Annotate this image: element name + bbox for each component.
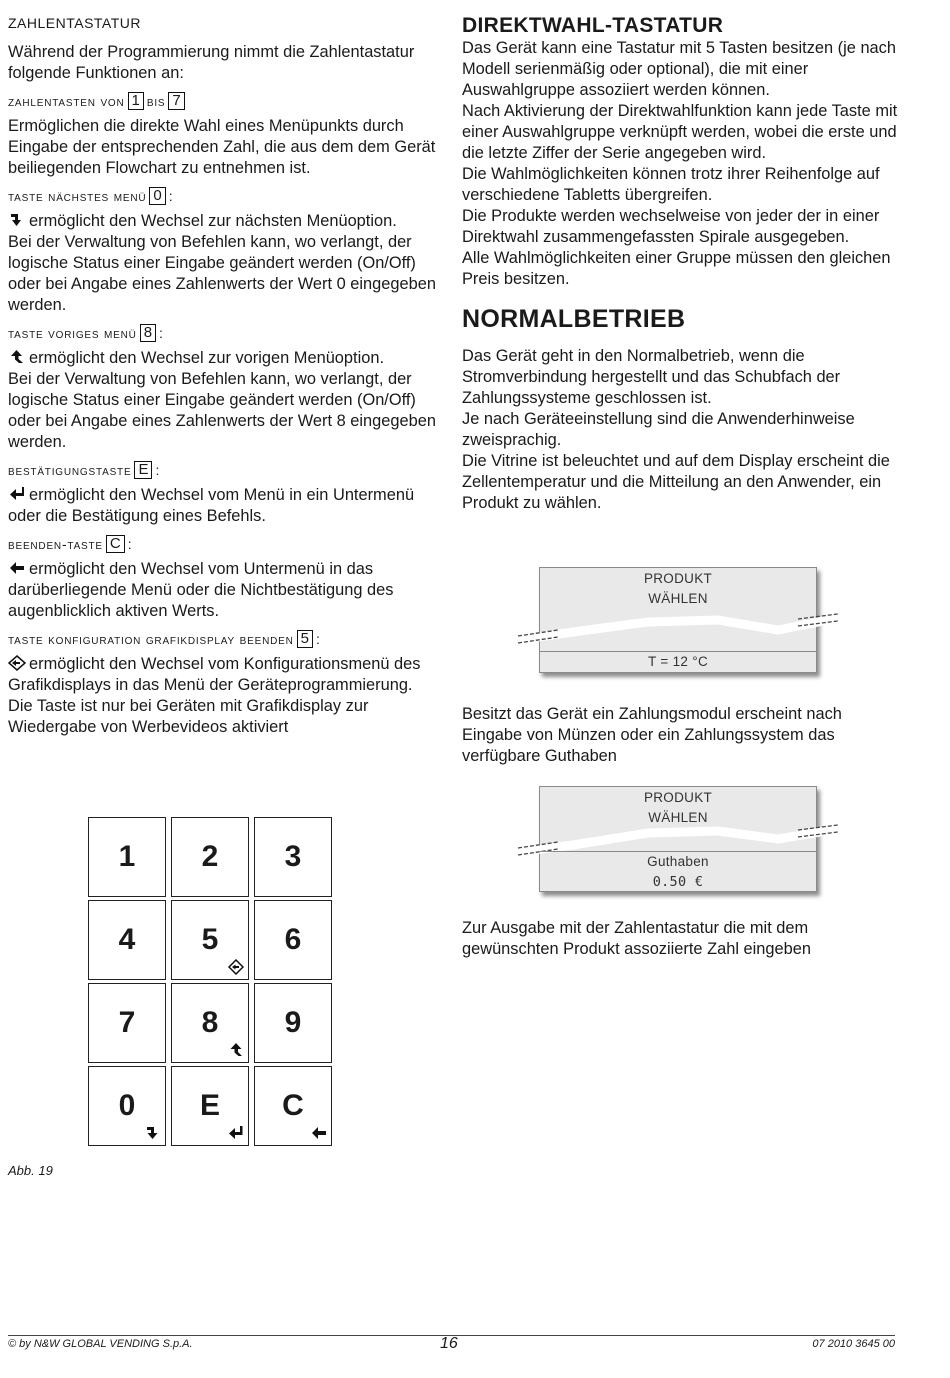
key-box-c: C bbox=[106, 535, 125, 553]
display-line-produkt: PRODUKT bbox=[643, 571, 713, 586]
numeric-keypad bbox=[88, 817, 336, 1147]
display-temperature-readout: T = 12 °C bbox=[647, 654, 708, 669]
normal-p5: Zur Ausgabe mit der Zahlentastatur die mit dem gewünschten Produkt assoziierte Zahl eingeben bbox=[462, 919, 811, 958]
keypad-key-2: 2 bbox=[171, 817, 249, 897]
label-prev-menu: taste voriges menü 8 : bbox=[8, 324, 164, 341]
arrow-left-icon bbox=[8, 560, 26, 576]
keypad-key-8: 8 bbox=[171, 983, 249, 1063]
keypad-key-e: E bbox=[171, 1066, 249, 1146]
display-separator bbox=[540, 851, 816, 852]
direct-p1: Das Gerät kann eine Tastatur mit 5 Tasten besitzen (je nach Modell serienmäßig oder optional), die mit einer Auswahlgruppe assoziiert werden können. bbox=[462, 39, 896, 99]
normal-p2: Je nach Geräteeinstellung sind die Anwenderhinweise zweisprachig. bbox=[462, 410, 855, 449]
display-wave-graphic bbox=[518, 568, 848, 668]
label-digit-keys: zahlentasten von 1 bis 7 bbox=[8, 92, 440, 110]
footer-doc-code: 07 2010 3645 00 bbox=[812, 1338, 895, 1350]
prev-menu-text: ermöglicht den Wechsel zur vorigen Menüoption. Bei der Verwaltung von Befehlen kann, wo verlangt, der logische Status einer Eingabe geändert werden (On/Off) oder bei Angabe eines Zahlenwerts der Wert 8 eingegeben werden. bbox=[8, 349, 436, 451]
key-box-5: 5 bbox=[297, 630, 313, 648]
right-column bbox=[462, 14, 902, 514]
arrow-up-icon bbox=[228, 1042, 244, 1058]
arrow-up-icon bbox=[8, 349, 26, 365]
display-separator bbox=[540, 651, 816, 652]
figure-caption: Abb. 19 bbox=[8, 1163, 53, 1178]
normal-p4-wrap bbox=[462, 704, 902, 767]
direct-p2: Nach Aktivierung der Direktwahlfunktion kann jede Taste mit einer Auswahlgruppe verknüpft werden, wobei die erste und die letzte Ziffer der Serie angegeben wird. bbox=[462, 102, 898, 162]
next-menu-text: ermöglicht den Wechsel zur nächsten Menüoption. Bei der Verwaltung von Befehlen kann, wo verlangt, der logische Status einer Eingabe geändert werden (On/Off) oder bei Angabe eines Zahlenwerts der Wert 0 eingegeben werden. bbox=[8, 212, 436, 314]
diamond-arrow-icon bbox=[8, 655, 26, 671]
normal-p3: Die Vitrine ist beleuchtet und auf dem Display erscheint die Zellentemperatur und die Mitteilung an den Anwender, ein Produkt zu wählen. bbox=[462, 452, 890, 512]
keypad-key-0: 0 bbox=[88, 1066, 166, 1146]
keypad-key-c: C bbox=[254, 1066, 332, 1146]
label-exit-key: beenden-taste C : bbox=[8, 535, 133, 552]
key-box-7: 7 bbox=[168, 92, 184, 110]
display-temperature bbox=[539, 567, 817, 673]
display-credit bbox=[539, 786, 817, 892]
keypad-key-7: 7 bbox=[88, 983, 166, 1063]
keypad-key-4: 4 bbox=[88, 900, 166, 980]
label-next-menu: taste nächstes menü 0 : bbox=[8, 187, 174, 204]
direct-p4: Die Produkte werden wechselweise von jeder der in einer Direktwahl zusammengefassten Spirale ausgegeben. bbox=[462, 207, 880, 246]
exit-key-text: ermöglicht den Wechsel vom Untermenü in das darüberliegende Menü oder die Nichtbestätigung des augenblicklich aktiven Werts. bbox=[8, 560, 394, 620]
section-heading-zahlentastatur: ZAHLENTASTATUR bbox=[8, 15, 142, 31]
footer-copyright: © by N&W GLOBAL VENDING S.p.A. bbox=[8, 1338, 193, 1350]
confirm-key-text: ermöglicht den Wechsel vom Menü in ein Untermenü oder die Bestätigung eines Befehls. bbox=[8, 486, 415, 525]
diamond-arrow-icon bbox=[228, 959, 244, 975]
section-heading-normalbetrieb: NORMALBETRIEB bbox=[462, 305, 686, 333]
display-credit-amount: 0.50 € bbox=[652, 874, 704, 890]
digit-keys-text: Ermöglichen die direkte Wahl eines Menüpunkts durch Eingabe der entsprechenden Zahl, die aus dem dem Gerät beiliegenden Flowchart zu entnehmen ist. bbox=[8, 117, 436, 177]
arrow-down-icon bbox=[145, 1125, 161, 1141]
keypad-key-1: 1 bbox=[88, 817, 166, 897]
arrow-down-icon bbox=[8, 212, 26, 228]
normal-p1: Das Gerät geht in den Normalbetrieb, wenn die Stromverbindung hergestellt und das Schubfach der Zahlungssysteme geschlossen ist. bbox=[462, 347, 841, 407]
enter-arrow-icon bbox=[228, 1125, 244, 1141]
key-box-8: 8 bbox=[140, 324, 156, 342]
arrow-left-icon bbox=[311, 1125, 327, 1141]
display-wave-graphic bbox=[518, 787, 848, 887]
display-credit-label: Guthaben bbox=[647, 854, 709, 869]
direct-p3: Die Wahlmöglichkeiten können trotz ihrer Reihenfolge auf verschiedene Tabletts übergreifen. bbox=[462, 165, 880, 204]
label-confirm-key: bestätigungstaste E : bbox=[8, 461, 161, 478]
keypad-key-9: 9 bbox=[254, 983, 332, 1063]
normal-p4: Besitzt das Gerät ein Zahlungsmodul erscheint nach Eingabe von Münzen oder ein Zahlungssystem das verfügbare Guthaben bbox=[462, 705, 842, 765]
section-heading-direktwahl: DIREKTWAHL-TASTATUR bbox=[462, 14, 724, 37]
enter-arrow-icon bbox=[8, 486, 26, 502]
normal-p5-wrap bbox=[462, 918, 902, 960]
keypad-key-3: 3 bbox=[254, 817, 332, 897]
keypad-key-5: 5 bbox=[171, 900, 249, 980]
key-box-e: E bbox=[134, 461, 152, 479]
keypad-key-6: 6 bbox=[254, 900, 332, 980]
display-line-produkt: PRODUKT bbox=[643, 790, 713, 805]
label-graphic-display-key: taste konfiguration grafikdisplay beenden 5 : bbox=[8, 630, 321, 647]
intro-text: Während der Programmierung nimmt die Zahlentastatur folgende Funktionen an: bbox=[8, 43, 415, 82]
key-box-1: 1 bbox=[128, 92, 144, 110]
display-line-waehlen: WÄHLEN bbox=[648, 810, 708, 825]
key-box-0: 0 bbox=[149, 187, 165, 205]
display-line-waehlen: WÄHLEN bbox=[648, 591, 708, 606]
graphic-display-text: ermöglicht den Wechsel vom Konfigurationsmenü des Grafikdisplays in das Menü der Geräteprogrammierung. Die Taste ist nur bei Geräten mit Grafikdisplay zur Wiedergabe von Werbevideos aktiviert bbox=[8, 655, 421, 736]
left-column bbox=[8, 14, 440, 738]
direct-p5: Alle Wahlmöglichkeiten einer Gruppe müssen den gleichen Preis besitzen. bbox=[462, 249, 891, 288]
page-number: 16 bbox=[440, 1335, 458, 1352]
